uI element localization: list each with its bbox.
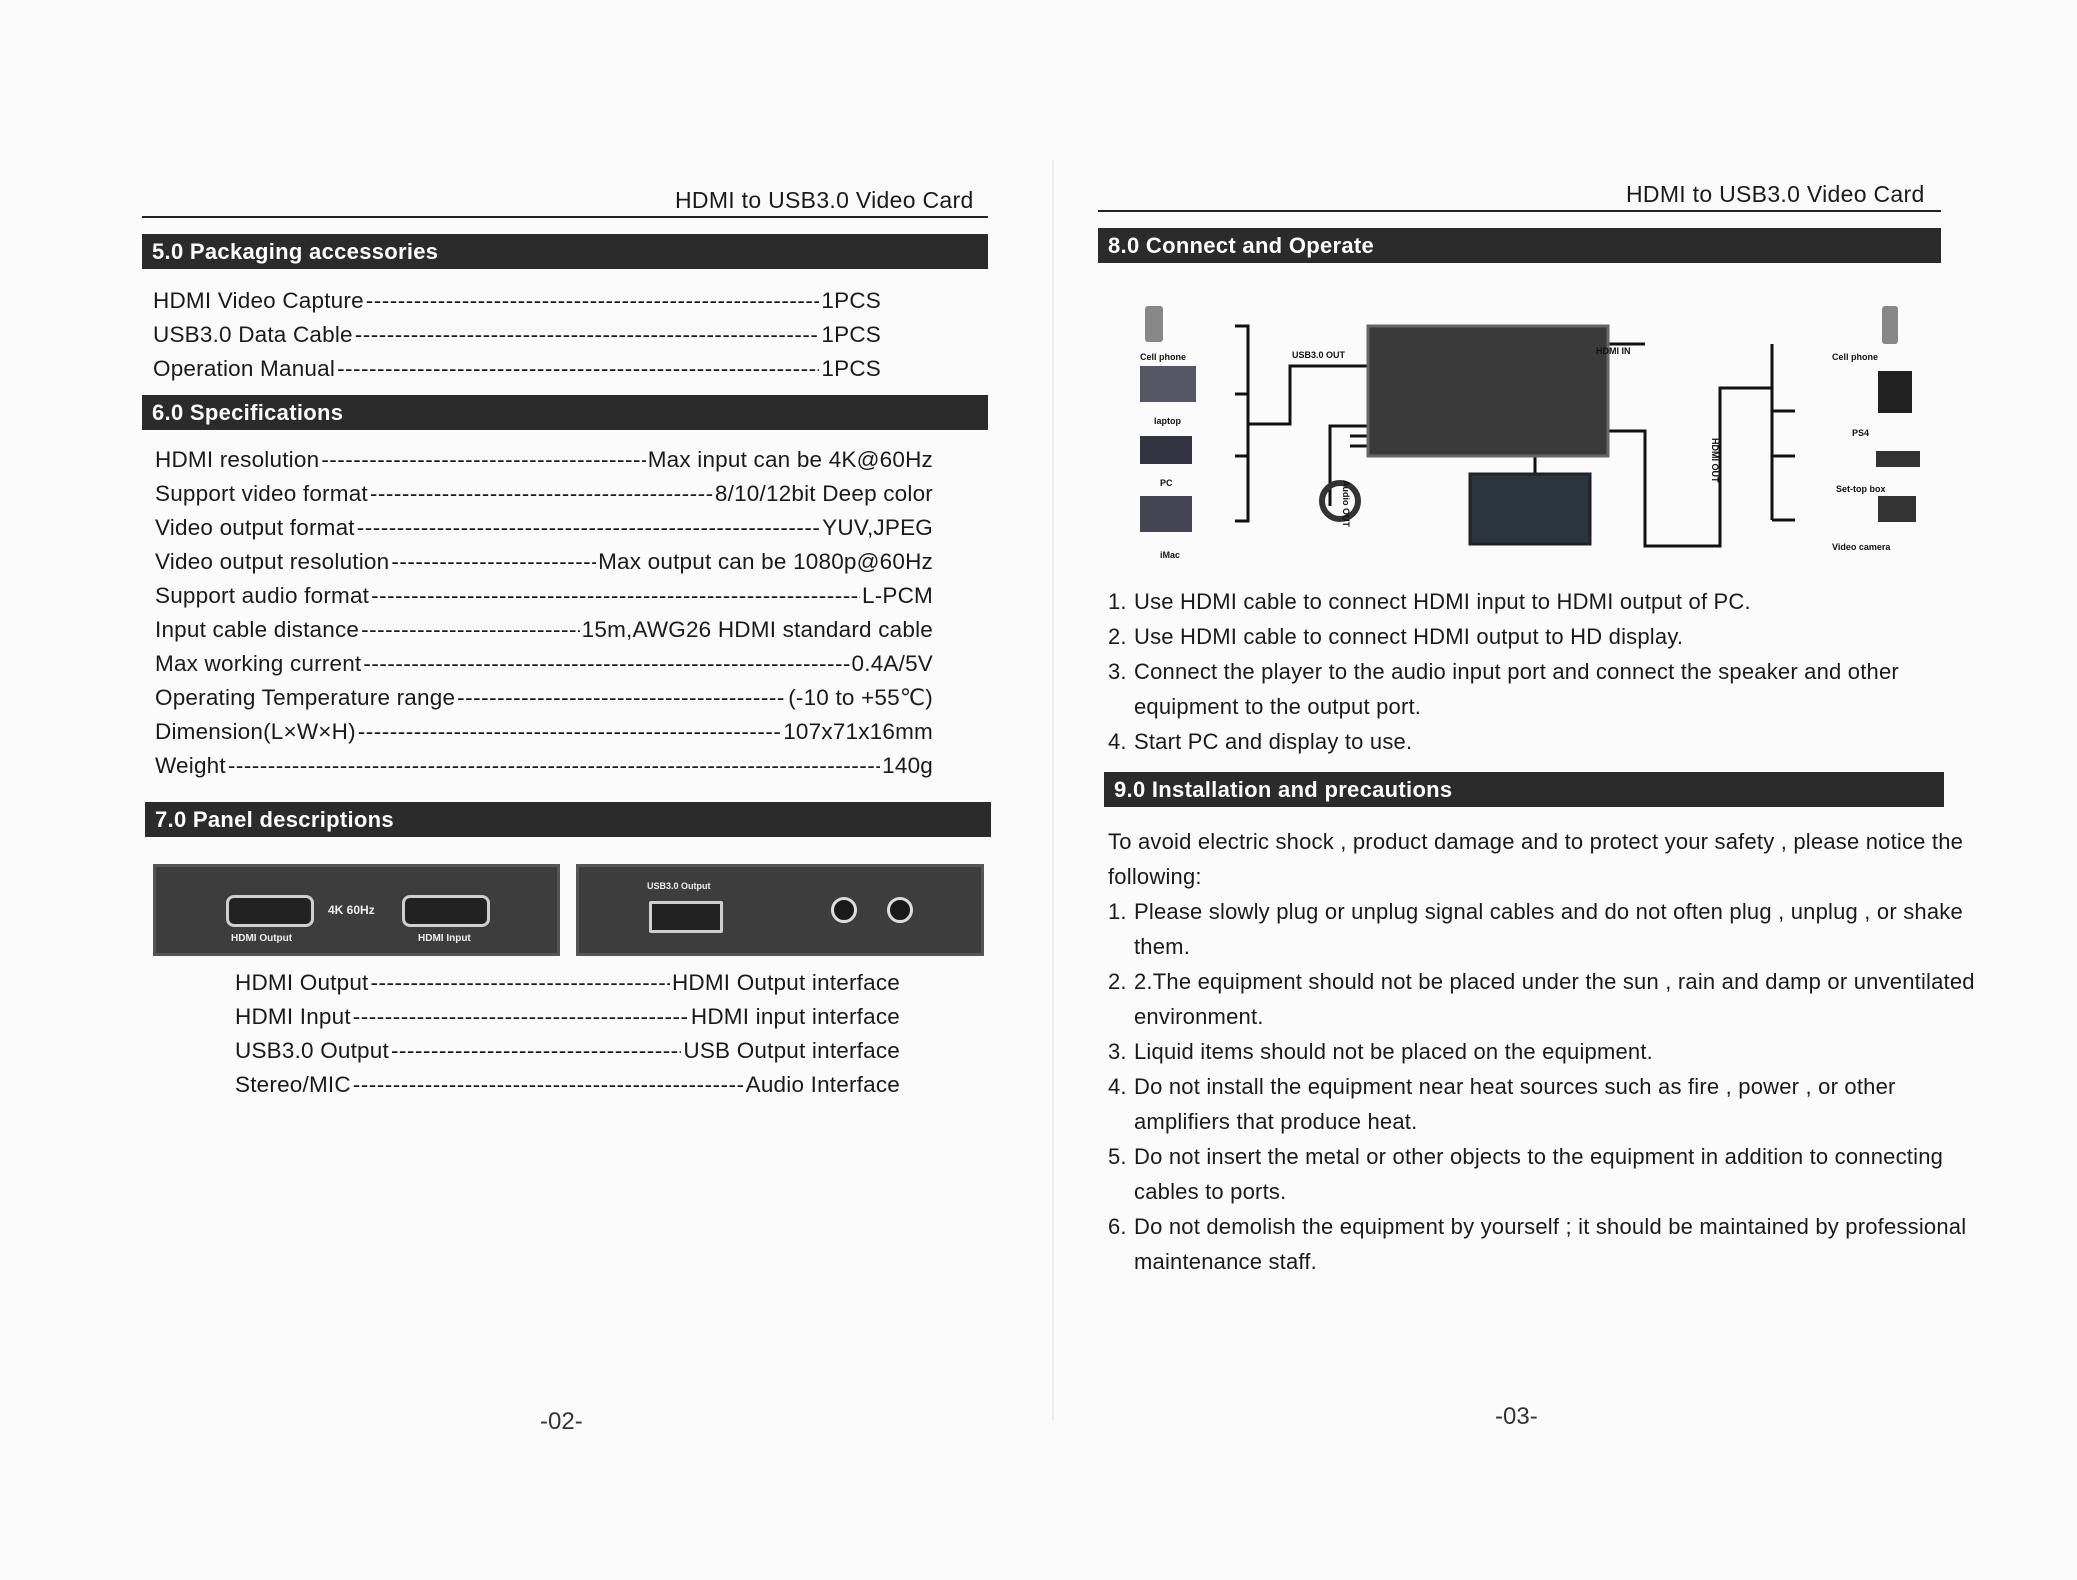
hdmi-output-port-icon (226, 895, 314, 927)
item-text: Do not demolish the equipment by yourself ; it should be maintained by professional maintenance staff. (1134, 1214, 1967, 1274)
list-row (153, 288, 881, 314)
list-item (1108, 1209, 1988, 1279)
row-value: (-10 to +55℃) (788, 685, 933, 710)
headphone-jack-icon (831, 897, 857, 923)
row-value: 1PCS (821, 322, 881, 347)
item-number: 1. (1108, 589, 1127, 614)
list-row (155, 719, 933, 745)
connection-diagram (1140, 296, 1940, 566)
item-text: Do not insert the metal or other objects to the equipment in addition to connecting cables to ports. (1134, 1144, 1944, 1204)
row-value: Audio Interface (745, 1072, 900, 1097)
list-item (1108, 964, 1988, 1034)
leader-dashes (371, 970, 670, 996)
leader-dashes (391, 1038, 681, 1064)
connect-steps-list (1108, 584, 1968, 759)
list-item (1108, 1034, 1988, 1069)
hd-display-icon (1470, 474, 1590, 544)
item-text: Start PC and display to use. (1134, 729, 1413, 754)
row-value: 140g (882, 753, 933, 778)
item-number: 5. (1108, 1144, 1127, 1169)
row-value: Max input can be 4K@60Hz (647, 447, 933, 472)
item-number: 3. (1108, 1039, 1127, 1064)
item-number: 4. (1108, 729, 1127, 754)
diagram-label-audio-out: Audio OUT (1341, 480, 1351, 527)
list-row (155, 583, 933, 609)
leader-dashes (321, 447, 645, 473)
row-value: L-PCM (861, 583, 933, 608)
item-number: 4. (1108, 1074, 1127, 1099)
header-rule (1098, 210, 1941, 212)
item-text: Do not install the equipment near heat sources such as fire , power , or other amplifiers that produce heat. (1134, 1074, 1896, 1134)
list-row (155, 685, 933, 711)
ps4-icon (1878, 371, 1912, 413)
diagram-label-cell-phone-right: Cell phone (1832, 352, 1879, 362)
row-value: USB Output interface (683, 1038, 900, 1063)
diagram-label-ps4: PS4 (1852, 428, 1870, 438)
headphones-icon (1322, 483, 1358, 519)
row-label: Operating Temperature range (155, 685, 456, 710)
leader-dashes (355, 322, 820, 348)
item-text: 2.The equipment should not be placed under the sun , rain and damp or unventilated environment. (1134, 969, 1975, 1029)
row-label: Video output format (155, 515, 355, 540)
row-label: HDMI resolution (155, 447, 320, 472)
usb-port-icon (649, 901, 723, 933)
list-row (153, 322, 881, 348)
row-value: 1PCS (821, 288, 881, 313)
row-value: 107x71x16mm (783, 719, 933, 744)
list-row (235, 970, 900, 996)
row-value: 0.4A/5V (851, 651, 933, 676)
list-row (155, 515, 933, 541)
leader-dashes (391, 549, 596, 575)
list-item (1108, 619, 1968, 654)
precautions-list (1108, 894, 1988, 1279)
leader-dashes (457, 685, 786, 711)
list-item (1108, 894, 1988, 964)
list-item (1108, 584, 1968, 619)
leader-dashes (228, 753, 880, 779)
row-label: Operation Manual (153, 356, 336, 381)
diagram-label-video-camera: Video camera (1832, 542, 1891, 552)
row-label: HDMI Output (235, 970, 369, 995)
item-text: Use HDMI cable to connect HDMI output to HD display. (1134, 624, 1684, 649)
row-label: Max working current (155, 651, 362, 676)
row-value: HDMI input interface (690, 1004, 900, 1029)
list-row (235, 1004, 900, 1030)
capture-card-icon (1368, 326, 1608, 456)
leader-dashes (363, 651, 849, 677)
row-label: HDMI Video Capture (153, 288, 364, 313)
item-number: 1. (1108, 899, 1127, 924)
row-label: Weight (155, 753, 226, 778)
item-text: Please slowly plug or unplug signal cables and do not often plug , unplug , or shake them. (1134, 899, 1963, 959)
row-label: Dimension(L×W×H) (155, 719, 356, 744)
hdmi-input-port-icon (402, 895, 490, 927)
row-label: USB3.0 Data Cable (153, 322, 353, 347)
list-row (155, 617, 933, 643)
item-text: Connect the player to the audio input port and connect the speaker and other equipment to the output port. (1134, 659, 1899, 719)
leader-dashes (370, 481, 713, 507)
leader-dashes (358, 719, 781, 745)
cell-phone-right-icon (1882, 306, 1898, 344)
cell-phone-icon (1145, 306, 1163, 342)
pc-icon (1140, 436, 1192, 464)
row-label: HDMI Input (235, 1004, 351, 1029)
section-heading-connect: 8.0 Connect and Operate (1098, 228, 1941, 263)
row-value: Max output can be 1080p@60Hz (598, 549, 933, 574)
item-number: 6. (1108, 1214, 1127, 1239)
leader-dashes (361, 617, 580, 643)
row-label: USB3.0 Output (235, 1038, 389, 1063)
video-camera-icon (1878, 496, 1916, 522)
leader-dashes (357, 515, 820, 541)
list-row (155, 447, 933, 473)
hdmi-panel-image (153, 864, 560, 956)
row-value: 1PCS (821, 356, 881, 381)
list-row (235, 1038, 900, 1064)
set-top-box-icon (1876, 451, 1920, 467)
diagram-label-hdmi-out: HDMI OUT (1710, 438, 1720, 483)
list-item (1108, 1139, 1988, 1209)
list-row (155, 651, 933, 677)
row-label: Input cable distance (155, 617, 360, 642)
leader-dashes (337, 356, 819, 382)
running-header: HDMI to USB3.0 Video Card (675, 187, 974, 213)
item-text: Liquid items should not be placed on the equipment. (1134, 1039, 1653, 1064)
laptop-icon (1140, 366, 1196, 402)
diagram-label-pc: PC (1160, 478, 1173, 488)
diagram-label-usb-out: USB3.0 OUT (1292, 350, 1346, 360)
row-value: HDMI Output interface (671, 970, 900, 995)
running-header: HDMI to USB3.0 Video Card (1626, 181, 1925, 207)
item-number: 2. (1108, 969, 1127, 994)
section-heading-specifications: 6.0 Specifications (142, 395, 988, 430)
page-number: -03- (1495, 1403, 1538, 1430)
row-value: 8/10/12bit Deep color (714, 481, 933, 506)
row-label: Support video format (155, 481, 368, 506)
panel-usb-output-label: USB3.0 Output (647, 881, 711, 891)
leader-dashes (371, 583, 860, 609)
diagram-label-imac: iMac (1160, 550, 1181, 560)
item-number: 2. (1108, 624, 1127, 649)
header-rule (142, 216, 988, 218)
section-heading-packaging: 5.0 Packaging accessories (142, 234, 988, 269)
diagram-label-laptop: laptop (1154, 416, 1181, 426)
imac-icon (1140, 496, 1192, 532)
row-label: Video output resolution (155, 549, 390, 574)
usb-panel-image (576, 864, 984, 956)
diagram-label-set-top-box: Set-top box (1836, 484, 1886, 494)
diagram-label-hdmi-in: HDMI IN (1596, 346, 1631, 356)
row-label: Support audio format (155, 583, 370, 608)
right-page (1040, 0, 2077, 1580)
row-value: YUV,JPEG (822, 515, 933, 540)
leader-dashes (353, 1072, 744, 1098)
panel-hdmi-input-label: HDMI Input (418, 933, 471, 944)
panel-hdmi-output-label: HDMI Output (231, 933, 293, 944)
item-number: 3. (1108, 659, 1127, 684)
list-item (1108, 1069, 1988, 1139)
leader-dashes (366, 288, 820, 314)
row-label: Stereo/MIC (235, 1072, 351, 1097)
panel-freq-label: 4K 60Hz (328, 903, 375, 917)
item-text: Use HDMI cable to connect HDMI input to HDMI output of PC. (1134, 589, 1751, 614)
section-heading-installation: 9.0 Installation and precautions (1104, 772, 1944, 807)
leader-dashes (353, 1004, 689, 1030)
section-heading-panel: 7.0 Panel descriptions (145, 802, 991, 837)
list-item (1108, 654, 1968, 724)
list-row (235, 1072, 900, 1098)
page-number: -02- (540, 1408, 583, 1435)
row-value: 15m,AWG26 HDMI standard cable (581, 617, 933, 642)
list-row (155, 549, 933, 575)
install-intro: To avoid electric shock , product damage and to protect your safety , please notice the following: (1108, 829, 1964, 889)
list-row (153, 356, 881, 382)
diagram-label-cell-phone: Cell phone (1140, 352, 1187, 362)
list-item (1108, 724, 1968, 759)
list-row (155, 481, 933, 507)
mic-jack-icon (887, 897, 913, 923)
list-row (155, 753, 933, 779)
